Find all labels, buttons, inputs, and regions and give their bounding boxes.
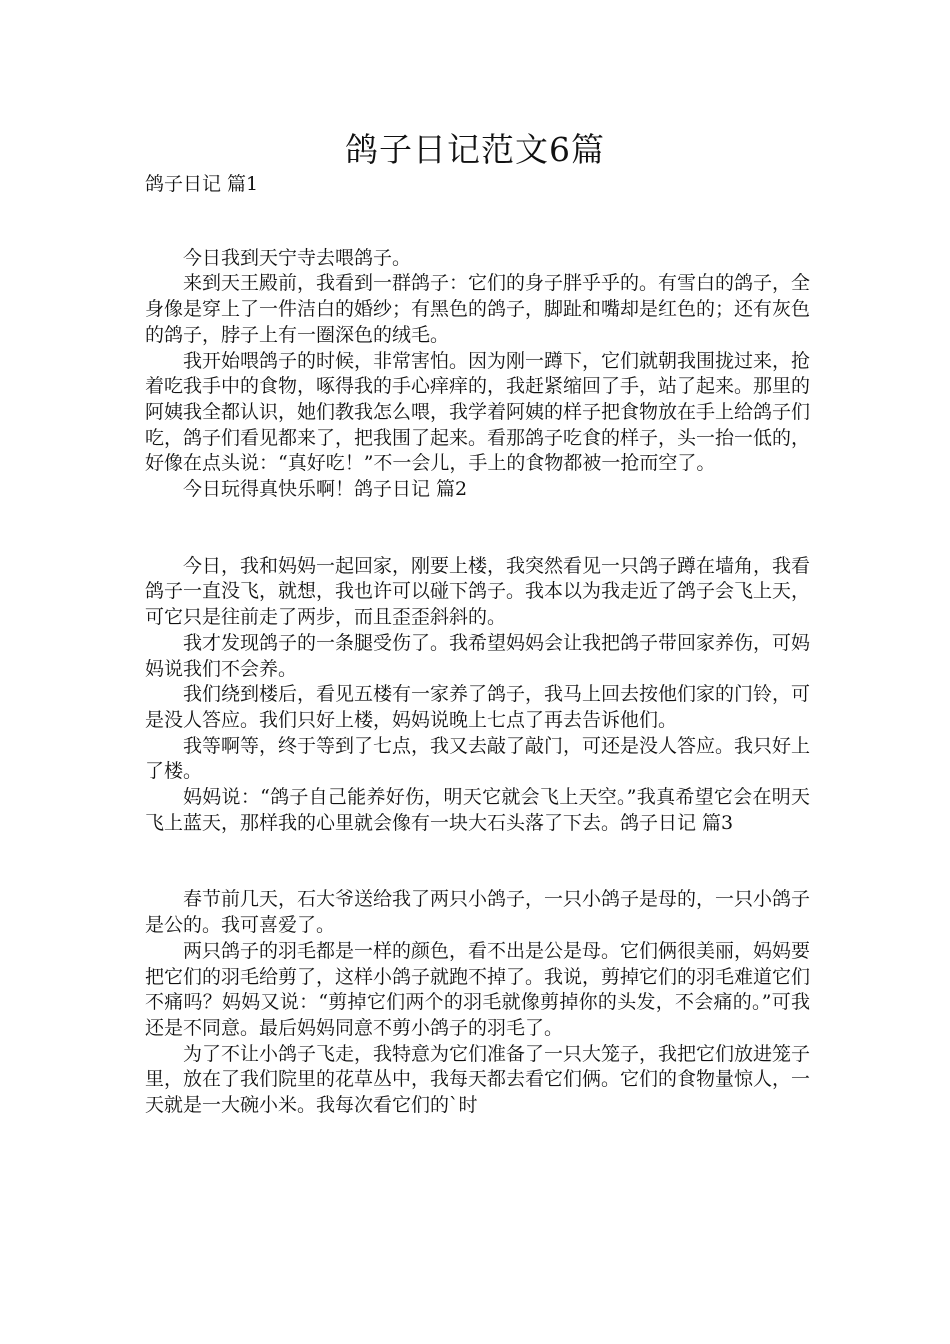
paragraph: 我等啊等，终于等到了七点，我又去敲了敲门，可还是没人答应。我只好上了楼。 xyxy=(145,734,811,783)
paragraph: 两只鸽子的羽毛都是一样的颜色，看不出是公是母。它们俩很美丽，妈妈要把它们的羽毛给剪了，这样小鸽子就跑不掉了。我说，剪掉它们的羽毛难道它们不痛吗？妈妈又说：“剪掉它们两个的羽毛就像剪掉你的头发，不会痛的。”可我还是不同意。最后妈妈同意不剪小鸽子的羽毛了。 xyxy=(145,939,811,1039)
paragraph-with-heading: 今日玩得真快乐啊！鸽子日记 篇2 xyxy=(183,478,468,501)
paragraph: 我才发现鸽子的一条腿受伤了。我希望妈妈会让我把鸽子带回家养伤，可妈妈说我们不会养。 xyxy=(145,631,811,680)
paragraph: 今日，我和妈妈一起回家，刚要上楼，我突然看见一只鸽子蹲在墙角，我看鸽子一直没飞，就想，我也许可以碰下鸽子。我本以为我走近了鸽子会飞上天，可它只是往前走了两步，而且歪歪斜斜的。 xyxy=(145,554,811,629)
paragraph: 春节前几天，石大爷送给我了两只小鸽子，一只小鸽子是母的，一只小鸽子是公的。我可喜爱了。 xyxy=(145,888,811,937)
paragraph: 我们绕到楼后，看见五楼有一家养了鸽子，我马上回去按他们家的门铃，可是没人答应。我们只好上楼，妈妈说晚上七点了再去告诉他们。 xyxy=(145,683,811,731)
document-body xyxy=(145,172,810,1119)
blank-gap xyxy=(145,198,810,246)
document-title: 鸽子日记范文6篇 xyxy=(345,130,605,169)
paragraph: 我开始喂鸽子的时候，非常害怕。因为刚一蹲下，它们就朝我围拢过来，抢着吃我手中的食物，啄得我的手心痒痒的，我赶紧缩回了手，站了起来。那里的阿姨我全都认识，她们教我怎么喂，我学着阿姨的样子把食物放在手上给鸽子们吃，鸽子们看见都来了，把我围了起来。看那鸽子吃食的样子，头一抬一低的，好像在点头说：“真好吃！”不一会儿，手上的食物都被一抢而空了。 xyxy=(145,349,811,475)
blank-gap xyxy=(145,836,810,887)
paragraph-with-heading: 妈妈说：“鸽子自己能养好伤，明天它就会飞上天空。”我真希望它会在明天飞上蓝天，那样我的心里就会像有一块大石头落了下去。鸽子日记 篇3 xyxy=(145,786,810,834)
paragraph: 今日我到天宁寺去喂鸽子。 xyxy=(183,246,412,269)
section-heading: 鸽子日记 篇1 xyxy=(145,173,259,195)
blank-gap xyxy=(145,503,810,554)
paragraph: 为了不让小鸽子飞走，我特意为它们准备了一只大笼子，我把它们放进笼子里，放在了我们院里的花草丛中，我每天都去看它们俩。它们的食物量惊人，一天就是一大碗小米。我每次看它们的`时 xyxy=(145,1042,811,1117)
paragraph: 来到天王殿前，我看到一群鸽子：它们的身子胖乎乎的。有雪白的鸽子，全身像是穿上了一件洁白的婚纱；有黑色的鸽子，脚趾和嘴却是红色的；还有灰色的鸽子，脖子上有一圈深色的绒毛。 xyxy=(145,272,811,346)
